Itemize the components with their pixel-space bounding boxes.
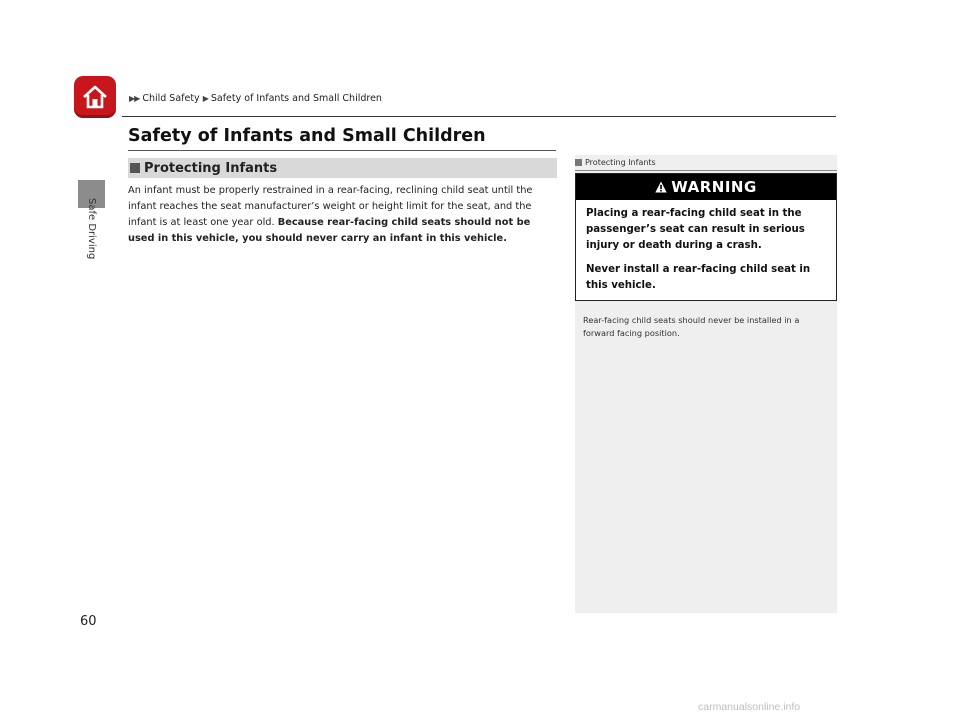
body-bold-text: Because rear-facing child seats should not be used in this vehicle, you should never carry an infant in this vehicle. [128,217,531,244]
title-divider [128,150,556,151]
breadcrumb-item-child-safety[interactable]: Child Safety [142,93,200,104]
section-heading: Protecting Infants [144,160,278,176]
warning-box [575,173,837,301]
warning-text-1: Placing a rear-facing child seat in the passenger’s seat can result in serious injury or death during a crash. [586,208,805,251]
home-button[interactable] [74,76,116,118]
breadcrumb [129,93,382,104]
warning-triangle-icon [655,181,667,193]
sidebar-heading[interactable] [575,158,656,167]
warning-header [576,174,836,200]
section-heading-bar [128,158,557,178]
sidebar-heading-label: Protecting Infants [585,158,656,167]
home-icon [81,83,109,111]
breadcrumb-arrows-icon: ▶▶ [129,94,140,103]
page-title: Safety of Infants and Small Children [128,126,486,146]
page-number: 60 [80,614,97,629]
sidebar-note: Rear-facing child seats should never be installed in a forward facing position. [583,315,800,338]
side-tab-label: Safe Driving [86,198,97,260]
breadcrumb-item-current[interactable]: Safety of Infants and Small Children [210,93,382,104]
breadcrumb-arrow-icon: ▶ [202,94,208,103]
watermark: carmanualsonline.info [698,701,801,713]
warning-text-2: Never install a rear-facing child seat in this vehicle. [586,264,811,291]
header-divider [122,116,836,117]
sidebar-heading-divider [575,170,837,171]
body-text: An infant must be properly restrained in a rear-facing, reclining child seat until the infant reaches the seat manufacturer’s weight or height limit for the seat, and the infant is at least one year old. [128,185,533,228]
square-icon [130,163,140,173]
body-paragraph [128,183,552,247]
reference-icon [575,159,582,166]
warning-title: WARNING [671,178,757,196]
